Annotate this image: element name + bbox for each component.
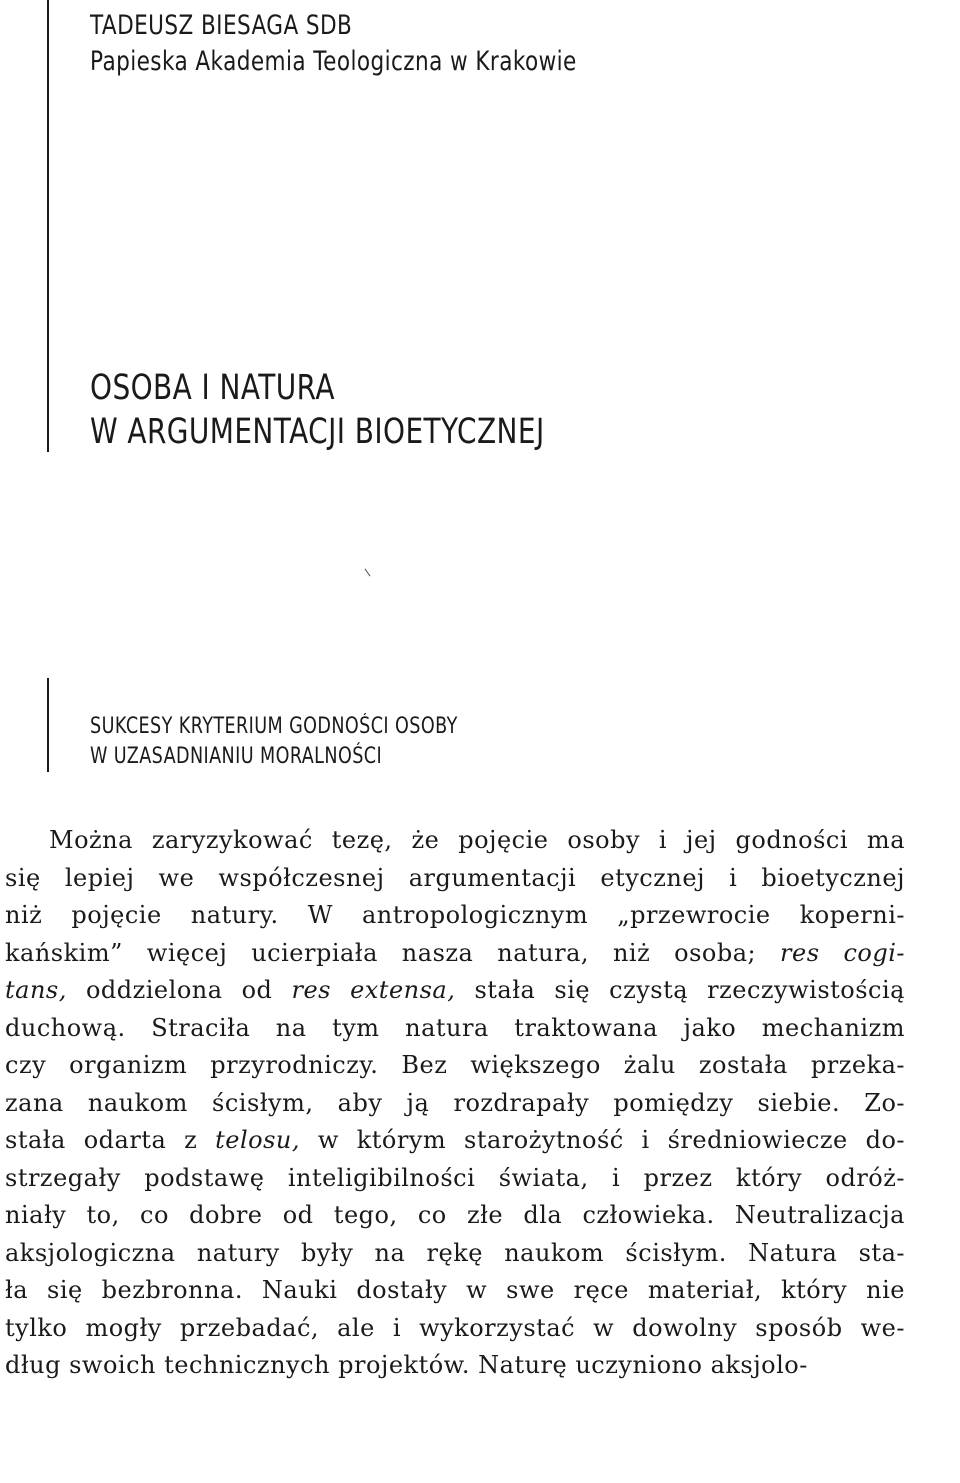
author-name: TADEUSZ BIESAGA SDB <box>90 10 353 41</box>
title-line-1: OSOBA I NATURA <box>90 368 335 408</box>
body-line-9-text-b: w którym starożytność i średniowiecze do- <box>317 1126 905 1154</box>
body-line-4-text: kańskim” więcej ucierpiała nasza natura, niż osoba; <box>5 938 757 967</box>
stray-mark <box>365 569 371 577</box>
margin-rule-section <box>47 678 49 772</box>
body-line-15: dług swoich technicznych projektów. Naturę uczyniono aksjolo- <box>5 1351 808 1379</box>
body-line-10: strzegały podstawę inteligibilności świata, i przez który odróż- <box>5 1163 905 1192</box>
body-line-11: niały to, co dobre od tego, co złe dla człowieka. Neutralizacja <box>5 1201 905 1229</box>
latin-res-cogitans-end: tans, <box>5 976 67 1004</box>
body-line-14: tylko mogły przebadać, ale i wykorzystać w dowolny sposób we- <box>5 1313 905 1342</box>
author-block <box>90 8 577 80</box>
body-line-13: ła się bezbronna. Nauki dostały w swe ręce materiał, który nie <box>5 1276 905 1304</box>
body-line-8: zana naukom ścisłym, aby ją rozdrapały pomiędzy siebie. Zo- <box>5 1088 905 1117</box>
title-line-2: W ARGUMENTACJI BIOETYCZNEJ <box>90 412 545 452</box>
body-line-5-text-b: stała się czystą rzeczywistością <box>474 976 905 1004</box>
body-line-5-text-a: oddzielona od <box>85 976 273 1004</box>
body-line-9-text-a: stała odarta z <box>5 1126 198 1154</box>
section-heading-line-2: W UZASADNIANIU MORALNOŚCI <box>90 744 383 769</box>
section-heading-line-1: SUKCESY KRYTERIUM GODNOŚCI OSOBY <box>90 714 458 739</box>
body-line-9 <box>5 1122 905 1160</box>
body-line-2: się lepiej we współczesnej argumentacji etycznej i bioetycznej <box>5 863 905 892</box>
body-line-5 <box>5 972 905 1010</box>
body-line-4 <box>5 935 905 973</box>
body-line-12: aksjologiczna natury były na rękę naukom ścisłym. Natura sta- <box>5 1238 905 1267</box>
author-affiliation: Papieska Akademia Teologiczna w Krakowie <box>90 46 577 77</box>
margin-rule-top <box>47 0 49 452</box>
body-line-6: duchową. Straciła na tym natura traktowana jako mechanizm <box>5 1013 905 1042</box>
body-line-3: niż pojęcie natury. W antropologicznym „przewrocie koperni- <box>5 901 905 929</box>
latin-res-cogitans-start: res cogi- <box>780 938 905 967</box>
greek-telosu: telosu, <box>215 1126 300 1154</box>
body-line-7: czy organizm przyrodniczy. Bez większego żalu została przeka- <box>5 1051 905 1079</box>
article-title <box>90 366 545 454</box>
body-paragraph <box>5 822 905 1385</box>
body-line-1: Można zaryzykować tezę, że pojęcie osoby i jej godności ma <box>49 826 905 854</box>
latin-res-extensa: res extensa, <box>291 976 456 1004</box>
section-heading <box>90 712 458 772</box>
